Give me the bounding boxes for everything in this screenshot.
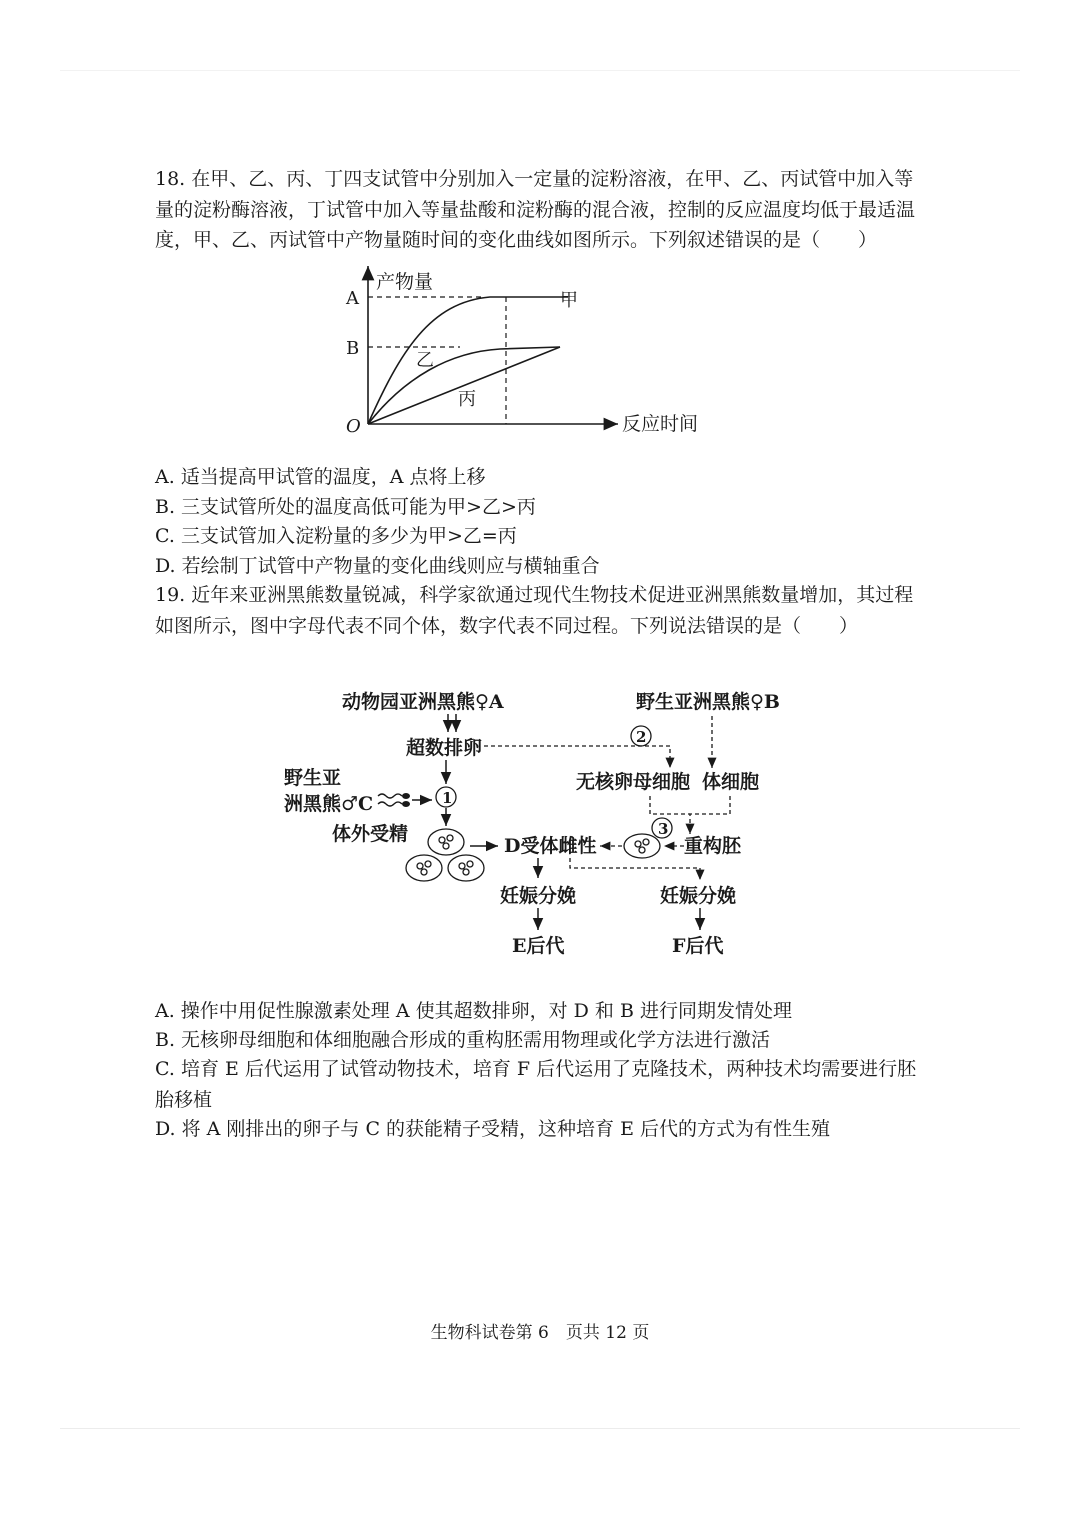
pregnancy-left: 妊娠分娩 bbox=[500, 885, 577, 907]
step1-num: 1 bbox=[442, 789, 453, 807]
q18-stem: 18. 在甲、乙、丙、丁四支试管中分别加入一定量的淀粉溶液，在甲、乙、丙试管中加入等量的淀粉酶溶液，丁试管中加入等量盐酸和淀粉酶的混合液，控制的反应温度均低于最适温度，甲、乙、丙试管中产物量随时间的变化曲线如图所示。下列叙述错误的是（ ） bbox=[155, 168, 916, 251]
q19-option-c: C. 培育 E 后代运用了试管动物技术，培育 F 后代运用了克隆技术，两种技术均需要进行胚胎移植 bbox=[155, 1058, 917, 1111]
dashed-to-oocyte bbox=[484, 746, 670, 768]
sperm-icon bbox=[378, 793, 410, 807]
q18-option-d: D. 若绘制丁试管中产物量的变化曲线则应与横轴重合 bbox=[155, 555, 600, 577]
q19-flow-diagram bbox=[270, 680, 830, 970]
step2-num: 2 bbox=[636, 728, 647, 746]
level-a-label: A bbox=[346, 288, 359, 309]
offspring-f: F后代 bbox=[672, 935, 724, 957]
recipient-d: D受体雌性 bbox=[504, 835, 597, 857]
dashed-d-to-right bbox=[570, 858, 700, 880]
bottom-divider bbox=[60, 1428, 1020, 1429]
page-footer: 生物科试卷第 6 页共 12 页 bbox=[430, 1323, 650, 1343]
step3-num: 3 bbox=[658, 820, 669, 838]
top-divider bbox=[60, 70, 1020, 71]
curve-jia-label: 甲 bbox=[560, 290, 578, 311]
reconstructed-embryo: 重构胚 bbox=[684, 835, 742, 857]
wild-bear-b: 野生亚洲黑熊♀B bbox=[636, 691, 780, 713]
q19-option-a: A. 操作中用促性腺激素处理 A 使其超数排卵，对 D 和 B 进行同期发情处理 bbox=[155, 1000, 792, 1022]
wild-bear-c-1: 野生亚 bbox=[284, 767, 342, 789]
curve-yi-label: 乙 bbox=[416, 350, 434, 371]
superovulation-label: 超数排卵 bbox=[406, 737, 483, 759]
pregnancy-right: 妊娠分娩 bbox=[660, 885, 737, 907]
q18-graph bbox=[330, 262, 750, 442]
q19-stem: 19. 近年来亚洲黑熊数量锐减，科学家欲通过现代生物技术促进亚洲黑熊数量增加，其过程如图所示，图中字母代表不同个体，数字代表不同过程。下列说法错误的是（ ） bbox=[155, 584, 914, 637]
dashed-oocyte-merge bbox=[650, 796, 690, 814]
wild-bear-c-2: 洲黑熊♂C bbox=[284, 793, 374, 815]
q18-option-a: A. 适当提高甲试管的温度，A 点将上移 bbox=[155, 466, 486, 488]
q18-option-c: C. 三支试管加入淀粉量的多少为甲>乙=丙 bbox=[155, 525, 517, 547]
ylabel: 产物量 bbox=[376, 271, 434, 293]
q18-option-b: B. 三支试管所处的温度高低可能为甲>乙>丙 bbox=[155, 496, 536, 518]
ivf-label: 体外受精 bbox=[332, 823, 409, 845]
xlabel: 反应时间 bbox=[622, 413, 699, 435]
zoo-bear-a: 动物园亚洲黑熊♀A bbox=[342, 691, 504, 713]
q19-option-d: D. 将 A 刚排出的卵子与 C 的获能精子受精，这种培育 E 后代的方式为有性生殖 bbox=[155, 1118, 831, 1140]
q19-option-b: B. 无核卵母细胞和体细胞融合形成的重构胚需用物理或化学方法进行激活 bbox=[155, 1029, 771, 1051]
somatic-cell: 体细胞 bbox=[702, 771, 760, 793]
curve-bing-label: 丙 bbox=[458, 389, 476, 410]
curve-bing bbox=[368, 347, 560, 424]
embryo-cluster bbox=[406, 829, 484, 881]
dashed-somatic-merge bbox=[690, 796, 730, 834]
origin-label: O bbox=[346, 416, 361, 437]
enucleated-oocyte: 无核卵母细胞 bbox=[576, 771, 691, 793]
level-b-label: B bbox=[346, 338, 360, 359]
offspring-e: E后代 bbox=[512, 935, 565, 957]
